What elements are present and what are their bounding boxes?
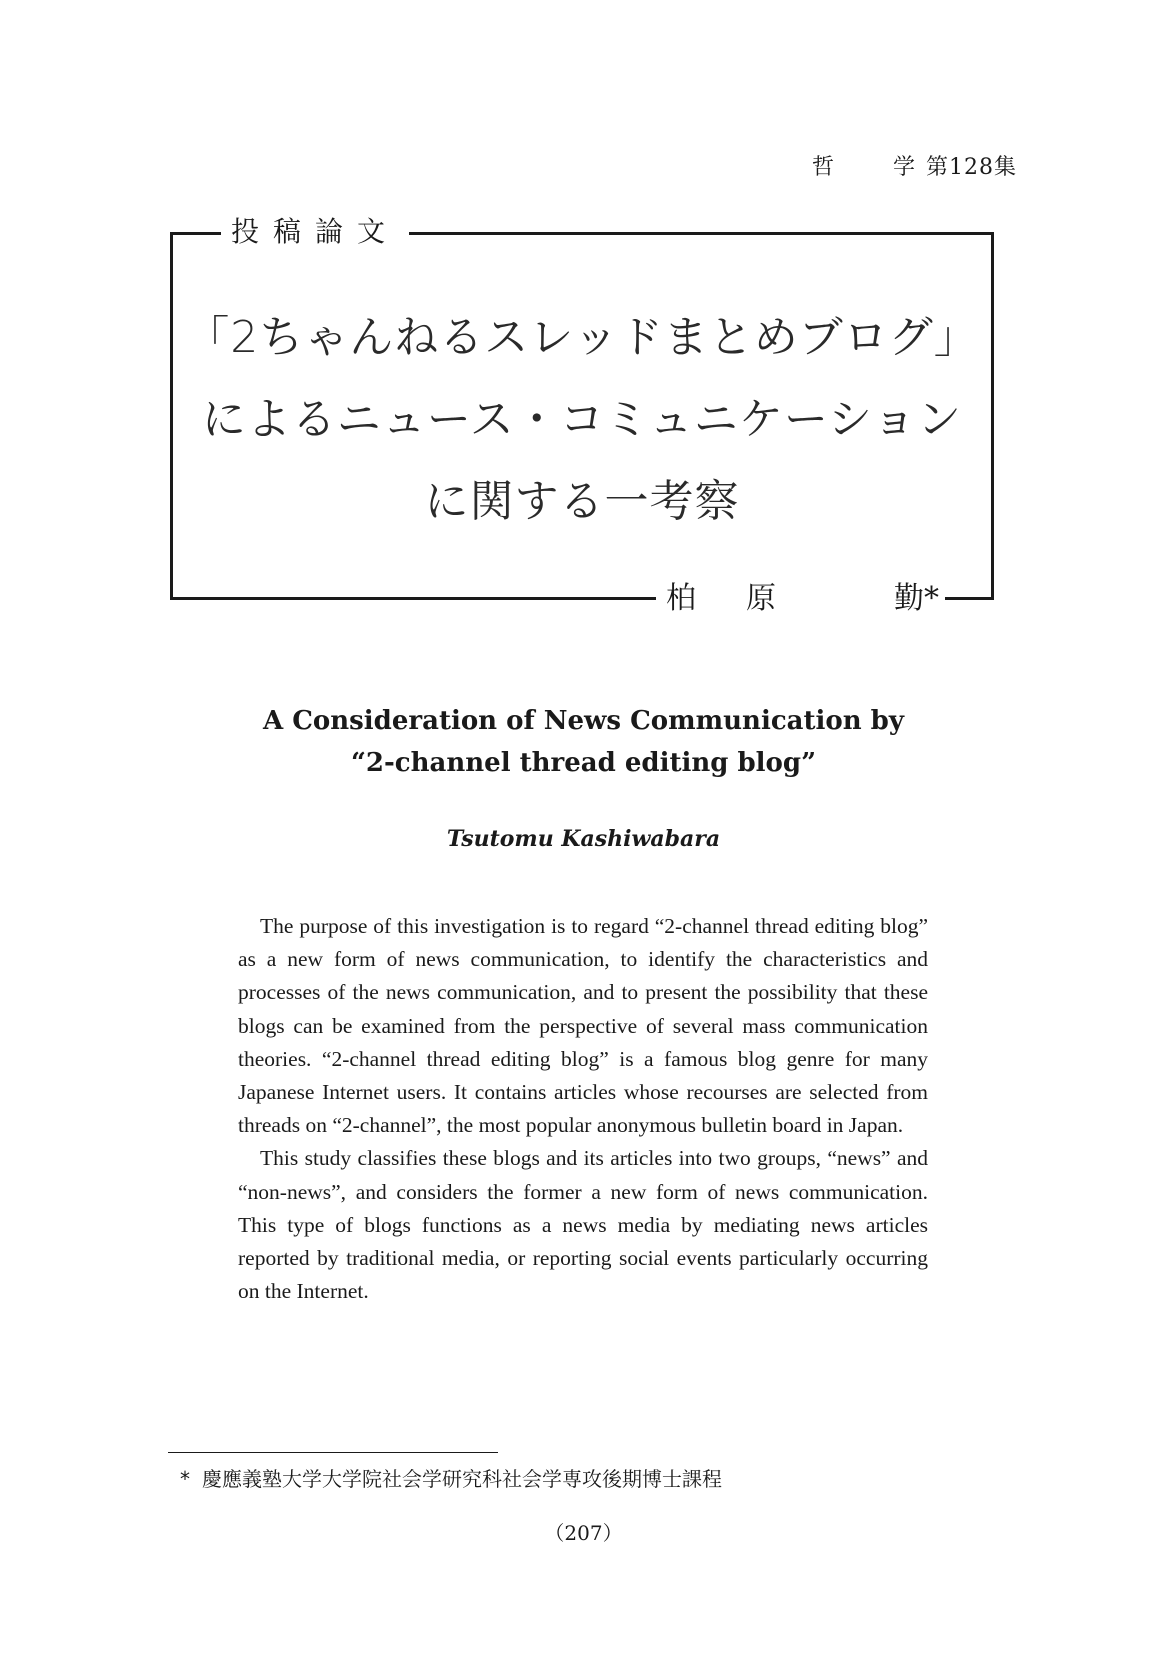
english-title-line: “2-channel thread editing blog”	[350, 748, 817, 778]
footnote	[180, 1463, 722, 1492]
author-char: 勤*	[894, 581, 939, 616]
author-char: 原	[746, 581, 776, 616]
japanese-title-line: によるニュース・コミュニケーション	[201, 394, 963, 445]
abstract-paragraph: The purpose of this investigation is to regard “2-channel thread editing blog” as a new form of news communication, to identify the characteristics and processes of the news communication, and to present the possibility that these blogs can be examined from the perspective of several mass communication theories. “2-channel thread editing blog” is a famous blog genre for many Japanese Internet users. It contains articles whose recourses are selected from threads on “2-channel”, the most popular anonymous bulletin board in Japan.	[238, 914, 928, 1138]
japanese-author	[656, 577, 945, 621]
english-title	[0, 700, 1167, 784]
author-char: 柏	[666, 581, 696, 616]
japanese-title-line: 「2ちゃんねるスレッドまとめブログ」	[185, 312, 979, 363]
footnote-divider	[168, 1452, 498, 1453]
journal-header	[812, 150, 1017, 181]
abstract-paragraph: This study classifies these blogs and its articles into two groups, “news” and “non-news”, and considers the former a new form of news communication. This type of blogs functions as a news media by mediating news articles reported by traditional media, or reporting social events particularly occurring on the Internet.	[238, 1146, 928, 1304]
footnote-text: 慶應義塾大学大学院社会学研究科社会学専攻後期博士課程	[202, 1467, 722, 1491]
title-frame	[170, 215, 994, 616]
page-number: （207）	[544, 1521, 623, 1545]
journal-name-part1: 哲	[811, 155, 835, 180]
journal-name-part2: 学	[892, 155, 916, 180]
section-label: 投稿論文	[221, 209, 409, 255]
journal-volume: 第128集	[926, 155, 1017, 180]
english-author: Tsutomu Kashiwabara	[446, 826, 721, 852]
footnote-mark: *	[180, 1467, 190, 1491]
japanese-title-line: に関する一考察	[424, 476, 740, 527]
abstract	[238, 910, 928, 1308]
english-title-line: A Consideration of News Communication by	[263, 706, 904, 736]
japanese-title	[173, 297, 991, 543]
